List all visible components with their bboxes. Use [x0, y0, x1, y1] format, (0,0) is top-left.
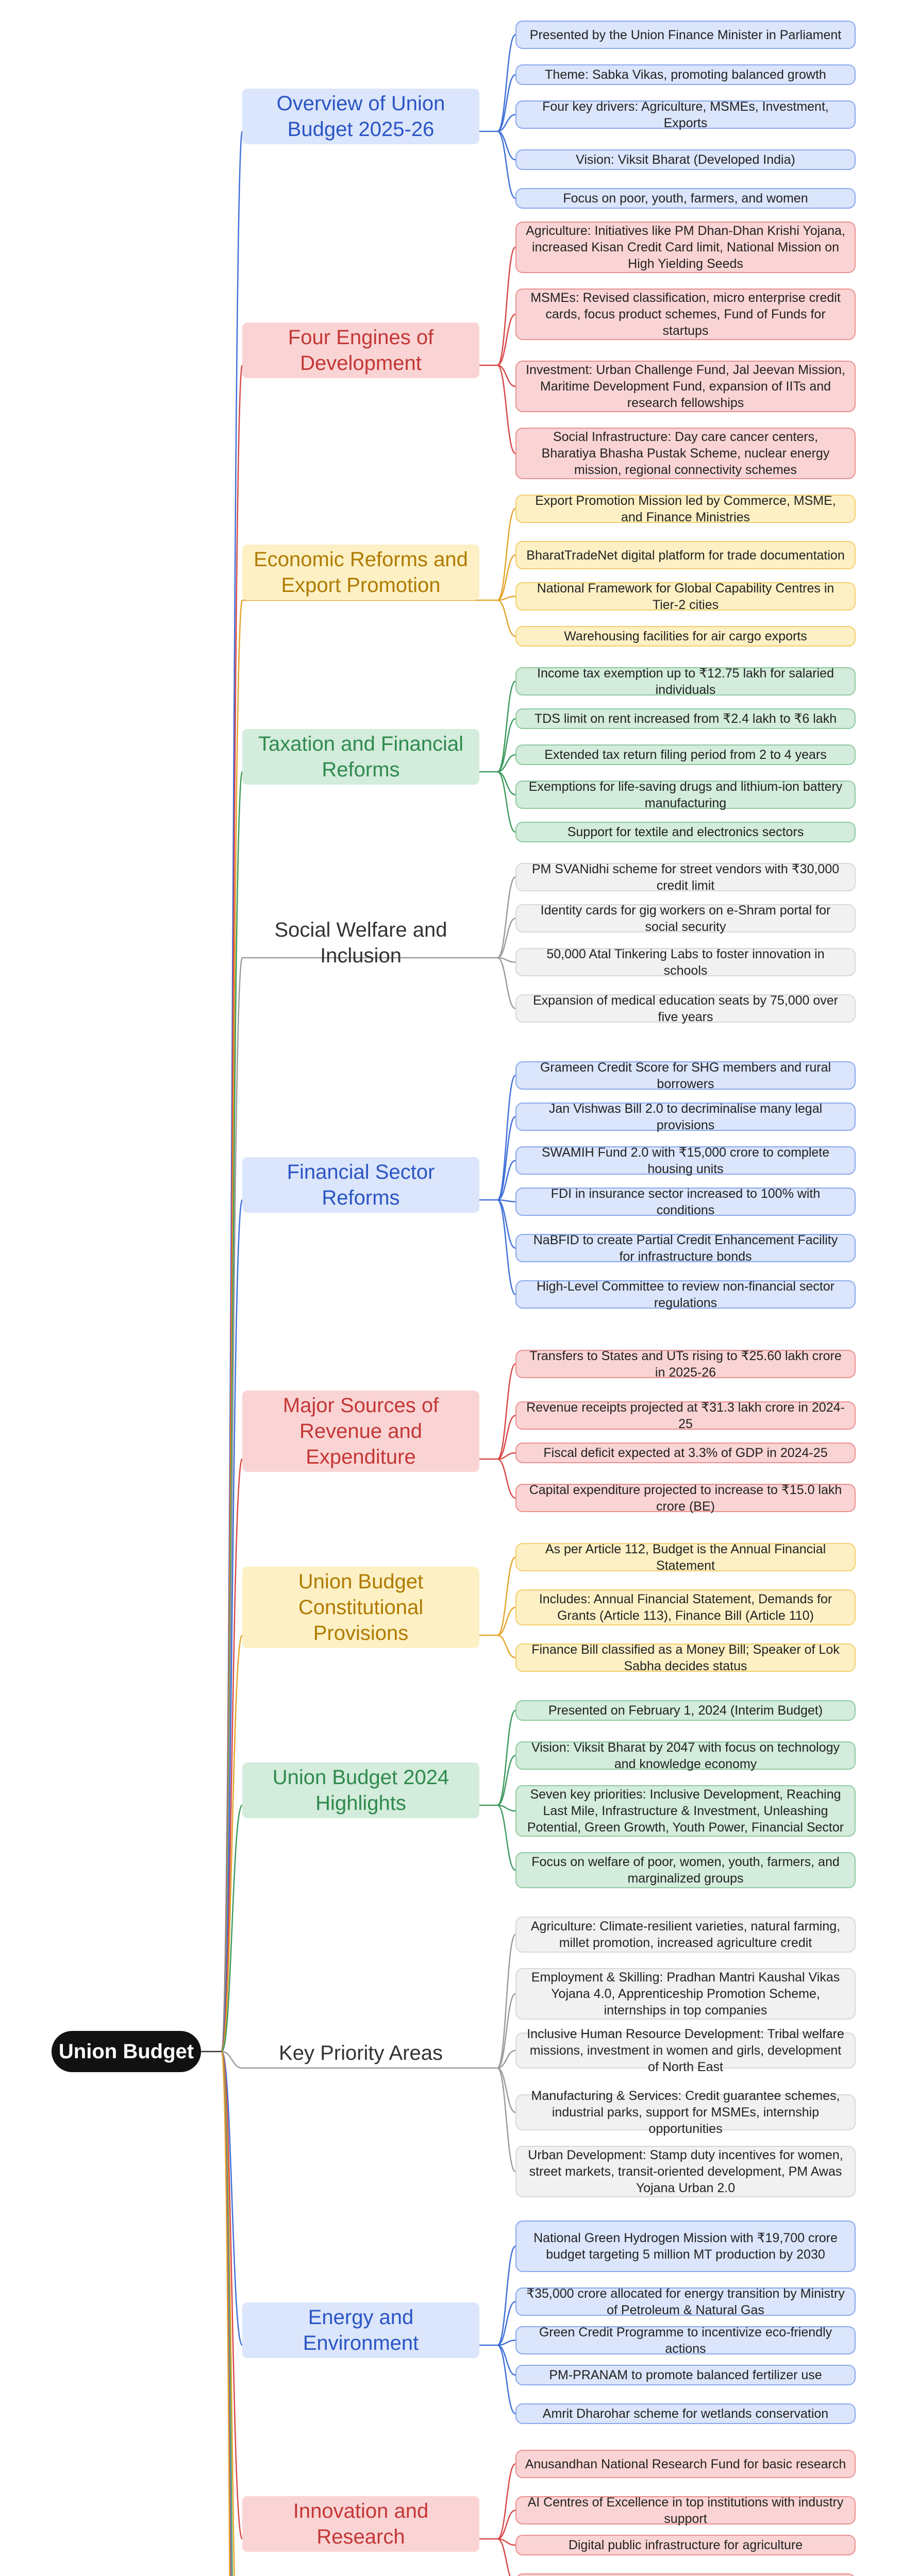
leaf-connector — [497, 2345, 515, 2414]
leaf-item — [515, 2573, 856, 2576]
leaf-item: Manufacturing & Services: Credit guarantee schemes, industrial parks, support for MSMEs, internship opportunities — [515, 2094, 856, 2130]
leaf-item: Social Infrastructure: Day care cancer centers, Bharatiya Bhasha Pustak Scheme, nuclear energy mission, regional connectivity schemes — [515, 428, 856, 479]
leaf-connector — [497, 1459, 515, 1498]
leaf-item: Amrit Dharohar scheme for wetlands conservation — [515, 2403, 856, 2424]
leaf-item: National Green Hydrogen Mission with ₹19,700 crore budget targeting 5 million MT production by 2030 — [515, 2221, 856, 2272]
section-title — [242, 733, 479, 781]
leaf-connector — [497, 2464, 515, 2539]
section-title-text: Economic Reforms and Export Promotion — [242, 545, 479, 600]
section-title — [242, 1394, 479, 1468]
leaf-item: National Framework for Global Capability Centres in Tier-2 cities — [515, 582, 856, 611]
leaf-connector — [497, 772, 515, 832]
leaf-item: Green Credit Programme to incentivize eco-friendly actions — [515, 2326, 856, 2354]
leaf-item: Focus on welfare of poor, women, youth, farmers, and marginalized groups — [515, 1852, 856, 1888]
leaf-connector — [497, 1935, 515, 2068]
leaf-connector — [497, 131, 515, 198]
leaf-item: As per Article 112, Budget is the Annual Financial Statement — [515, 1543, 856, 1571]
leaf-connector — [497, 2068, 515, 2112]
leaf-item: Finance Bill classified as a Money Bill; Speaker of Lok Sabha decides status — [515, 1643, 856, 1672]
leaf-item: Focus on poor, youth, farmers, and women — [515, 188, 856, 209]
leaf-connector — [497, 2511, 515, 2539]
leaf-connector — [497, 682, 515, 772]
leaf-connector — [497, 2345, 515, 2375]
leaf-item: Investment: Urban Challenge Fund, Jal Jeevan Mission, Maritime Development Fund, expansion of IITs and research fellowships — [515, 361, 856, 412]
leaf-item: Presented by the Union Finance Minister in Parliament — [515, 21, 856, 49]
leaf-connector — [497, 365, 515, 453]
leaf-item: Inclusive Human Resource Development: Tribal welfare missions, investment in women and girls, development of North East — [515, 2032, 856, 2069]
leaf-item: 50,000 Atal Tinkering Labs to foster innovation in schools — [515, 948, 856, 976]
leaf-item: High-Level Committee to review non-financial sector regulations — [515, 1280, 856, 1309]
leaf-connector — [497, 2068, 515, 2172]
leaf-item: Revenue receipts projected at ₹31.3 lakh crore in 2024-25 — [515, 1401, 856, 1430]
section-title — [242, 326, 479, 375]
leaf-connector — [497, 958, 515, 1009]
leaf-item: Transfers to States and UTs rising to ₹25.60 lakh crore in 2025-26 — [515, 1350, 856, 1378]
leaf-connector — [497, 2302, 515, 2346]
leaf-item: Support for textile and electronics sectors — [515, 822, 856, 842]
leaf-connector — [497, 877, 515, 958]
leaf-item: ₹35,000 crore allocated for energy transition by Ministry of Petroleum & Natural Gas — [515, 2287, 856, 2316]
leaf-item: Export Promotion Mission led by Commerce, MSME, and Finance Ministries — [515, 495, 856, 523]
leaf-item: Expansion of medical education seats by 75,000 over five years — [515, 994, 856, 1023]
leaf-item: Four key drivers: Agriculture, MSMEs, Investment, Exports — [515, 100, 856, 129]
leaf-connector — [497, 1805, 515, 1870]
leaf-item: Agriculture: Initiatives like PM Dhan-Dhan Krishi Yojana, increased Kisan Credit Card limit, National Mission on High Yielding Seeds — [515, 222, 856, 273]
section-title — [242, 2306, 479, 2354]
leaf-item: BharatTradeNet digital platform for trade documentation — [515, 541, 856, 569]
section-title-text: Innovation and Research — [242, 2496, 479, 2552]
leaf-connector — [497, 2246, 515, 2345]
section-title — [242, 547, 479, 598]
section-title-text: Overview of Union Budget 2025-26 — [242, 89, 479, 144]
root-node: Union Budget — [52, 2031, 201, 2072]
section-title-text: Major Sources of Revenue and Expenditure — [242, 1391, 479, 1472]
leaf-item: Presented on February 1, 2024 (Interim Budget) — [515, 1700, 856, 1721]
leaf-item: Extended tax return filing period from 2 to 4 years — [515, 744, 856, 765]
leaf-item: Grameen Credit Score for SHG members and rural borrowers — [515, 1061, 856, 1090]
section-title — [242, 919, 479, 967]
leaf-item: Agriculture: Climate-resilient varieties, natural farming, millet promotion, increased agriculture credit — [515, 1917, 856, 1953]
leaf-item: AI Centres of Excellence in top institutions with industry support — [515, 2496, 856, 2524]
leaf-connector — [497, 555, 515, 601]
section-title-text: Energy and Environment — [242, 2302, 479, 2358]
leaf-item: SWAMIH Fund 2.0 with ₹15,000 crore to complete housing units — [515, 1146, 856, 1175]
leaf-item: PM SVANidhi scheme for street vendors with ₹30,000 credit limit — [515, 863, 856, 891]
section-title-text: Taxation and Financial Reforms — [242, 729, 479, 785]
leaf-item: Includes: Annual Financial Statement, Demands for Grants (Article 113), Finance Bill (Article 110) — [515, 1589, 856, 1625]
leaf-connector — [497, 772, 515, 795]
section-title — [242, 2500, 479, 2548]
section-title-text: Key Priority Areas — [279, 2042, 443, 2064]
section-title-text: Four Engines of Development — [242, 323, 479, 378]
section-title-text: Financial Sector Reforms — [242, 1157, 479, 1213]
leaf-item: Theme: Sabka Vikas, promoting balanced growth — [515, 64, 856, 85]
leaf-item: Vision: Viksit Bharat (Developed India) — [515, 149, 856, 170]
leaf-item: Urban Development: Stamp duty incentives for women, street markets, transit-oriented development, PM Awas Yojana Urban 2.0 — [515, 2146, 856, 2197]
leaf-connector — [497, 131, 515, 160]
leaf-connector — [497, 247, 515, 365]
section-title-text: Union Budget Constitutional Provisions — [242, 1567, 479, 1648]
leaf-connector — [497, 509, 515, 601]
leaf-item: Exemptions for life-saving drugs and lithium-ion battery manufacturing — [515, 781, 856, 809]
leaf-item: FDI in insurance sector increased to 100% with conditions — [515, 1188, 856, 1216]
leaf-item: Vision: Viksit Bharat by 2047 with focus on technology and knowledge economy — [515, 1741, 856, 1770]
leaf-item: Digital public infrastructure for agriculture — [515, 2535, 856, 2555]
section-title-text: Union Budget 2024 Highlights — [242, 1762, 479, 1818]
leaf-connector — [497, 1635, 515, 1658]
section-title — [242, 2040, 479, 2066]
leaf-item: TDS limit on rent increased from ₹2.4 lakh to ₹6 lakh — [515, 708, 856, 729]
section-title — [242, 1161, 479, 1209]
section-connector — [222, 365, 242, 2052]
section-title — [242, 92, 479, 141]
section-title-text: Social Welfare and Inclusion — [274, 919, 447, 967]
leaf-connector — [497, 1364, 515, 1460]
leaf-item: NaBFID to create Partial Credit Enhancement Facility for infrastructure bonds — [515, 1234, 856, 1262]
leaf-item: Warehousing facilities for air cargo exports — [515, 626, 856, 647]
leaf-connector — [497, 1557, 515, 1636]
leaf-item: MSMEs: Revised classification, micro enterprise credit cards, focus product schemes, Fund of Funds for startups — [515, 289, 856, 340]
leaf-item: PM-PRANAM to promote balanced fertilizer use — [515, 2365, 856, 2385]
leaf-item: Income tax exemption up to ₹12.75 lakh for salaried individuals — [515, 667, 856, 696]
section-title — [242, 1570, 479, 1645]
section-title — [242, 1766, 479, 1815]
leaf-item: Identity cards for gig workers on e-Shram portal for social security — [515, 904, 856, 933]
leaf-item: Fiscal deficit expected at 3.3% of GDP in 2024-25 — [515, 1443, 856, 1463]
leaf-item: Employment & Skilling: Pradhan Mantri Kaushal Vikas Yojana 4.0, Apprenticeship Promotion Scheme, internships in top companies — [515, 1968, 856, 2020]
leaf-connector — [497, 600, 515, 636]
leaf-connector — [497, 35, 515, 132]
leaf-item: Capital expenditure projected to increase to ₹15.0 lakh crore (BE) — [515, 1484, 856, 1512]
leaf-item: Anusandhan National Research Fund for basic research — [515, 2450, 856, 2478]
leaf-connector — [497, 314, 515, 365]
leaf-item: Seven key priorities: Inclusive Development, Reaching Last Mile, Infrastructure & Investment, Unleashing Potential, Green Growth, Youth Power, Financial Sector — [515, 1785, 856, 1837]
leaf-item: Jan Vishwas Bill 2.0 to decriminalise many legal provisions — [515, 1103, 856, 1131]
leaf-connector — [497, 919, 515, 958]
